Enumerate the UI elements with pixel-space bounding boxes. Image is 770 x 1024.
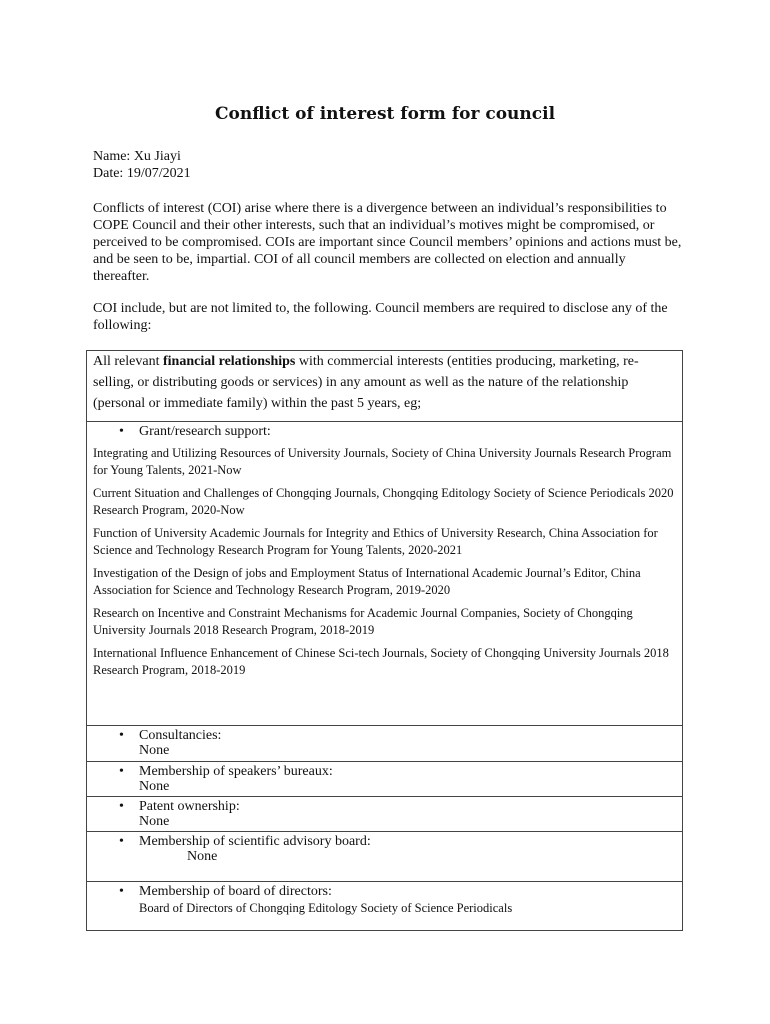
patent-value: None: [139, 814, 170, 829]
directors-heading: [87, 884, 682, 899]
financial-relationships-intro: [87, 351, 682, 422]
bullet-icon: •: [119, 424, 124, 439]
grant-item: International Influence Enhancement of Chinese Sci-tech Journals, Society of Chongqing University Journals 2018 Research Program, 2018-2019: [93, 646, 669, 677]
speakers-value: None: [139, 779, 170, 794]
advisory-label: Membership of scientific advisory board:: [139, 834, 371, 849]
directors-label: Membership of board of directors:: [139, 884, 332, 899]
speakers-section: [87, 762, 682, 797]
form-title: Conflict of interest form for council: [214, 104, 556, 124]
patent-label: Patent ownership:: [139, 799, 240, 814]
consultancies-label: Consultancies:: [139, 728, 222, 743]
grant-item: Function of University Academic Journals for Integrity and Ethics of University Research, China Association for Science and Technology Research Program for Young Talents, 2020-2021: [93, 526, 658, 557]
intro-paragraph: Conflicts of interest (COI) arise where there is a divergence between an individual’s responsibilities to COPE Council and their other interests, such that an individual’s motives might be compromised, or perceived to be compromised. COIs are important since Council members’ opinions and actions must be, and be seen to be, impartial. COI of all council members are collected on election and annually thereafter.: [93, 201, 682, 284]
grant-item: Research on Incentive and Constraint Mechanisms for Academic Journal Companies, Society of Chongqing University Journals 2018 Research Program, 2018-2019: [93, 606, 633, 637]
grant-label: Grant/research support:: [139, 424, 271, 439]
consultancies-section: [87, 726, 682, 762]
bullet-icon: •: [119, 799, 124, 814]
intro-prefix: All relevant: [93, 354, 163, 369]
date-line: Date: 19/07/2021: [93, 166, 191, 181]
grant-item: Integrating and Utilizing Resources of University Journals, Society of China University Journals Research Program for Young Talents, 2021-Now: [93, 446, 672, 477]
speakers-heading: [87, 764, 682, 779]
bullet-icon: •: [119, 884, 124, 899]
intro-bold: financial relationships: [162, 354, 296, 369]
bullet-icon: •: [119, 834, 124, 849]
advisory-value: None: [187, 849, 218, 864]
directors-section: [87, 882, 682, 917]
grant-item: Investigation of the Design of jobs and Employment Status of International Academic Journal’s Editor, China Association for Science and Technology Research Program, 2019-2020: [93, 566, 641, 597]
directors-value: Board of Directors of Chongqing Editology Society of Science Periodicals: [139, 901, 513, 915]
speakers-label: Membership of speakers’ bureaux:: [139, 764, 333, 779]
patent-heading: [87, 799, 682, 814]
include-paragraph: COI include, but are not limited to, the following. Council members are required to disclose any of the following:: [93, 301, 668, 333]
name-line: Name: Xu Jiayi: [93, 149, 181, 164]
advisory-heading: [87, 834, 682, 849]
advisory-section: [87, 832, 682, 882]
disclosure-table: [86, 350, 683, 931]
meta-block: [93, 148, 191, 182]
grant-heading: [87, 424, 676, 439]
grant-item: Current Situation and Challenges of Chongqing Journals, Chongqing Editology Society of Science Periodicals 2020 Research Program, 2020-Now: [93, 486, 674, 517]
bullet-icon: •: [119, 728, 124, 743]
bullet-icon: •: [119, 764, 124, 779]
grant-section: [87, 422, 682, 726]
patent-section: [87, 797, 682, 832]
consultancies-heading: [87, 728, 682, 743]
intro-suffix: with commercial interests (entities producing, marketing, re-selling, or distributing goods or services) in any amount as well as the nature of the relationship (personal or immediate family) within the past 5 years, eg;: [93, 354, 639, 411]
consultancies-value: None: [139, 743, 170, 758]
